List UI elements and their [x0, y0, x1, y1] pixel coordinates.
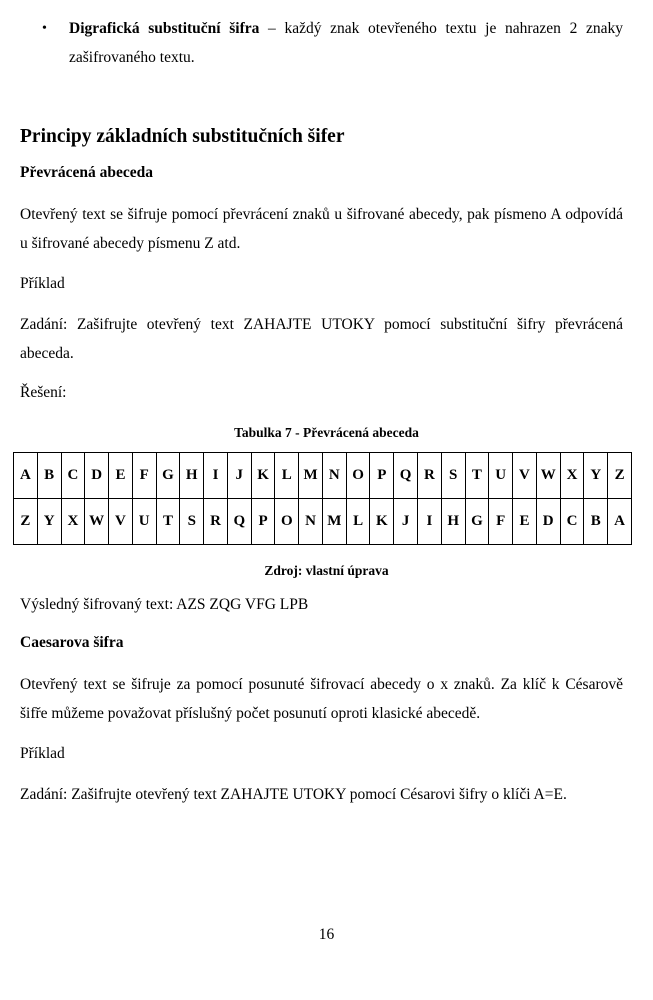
reversed-example-label: Příklad: [20, 275, 65, 292]
table-cell: V: [109, 499, 133, 545]
bullet-description: – každý znak otevřeného textu je nahrazen 2 znaky zašifrovaného textu.: [69, 20, 623, 66]
caesar-paragraph: Otevřený text se šifruje za pomocí posunuté šifrovací abecedy o x znaků. Za klíč k Césarově šifře můžeme považovat příslušný počet posunutí oproti klasické abecedě.: [20, 676, 623, 722]
table-cell: T: [465, 453, 489, 499]
reversed-solution-label: Řešení:: [20, 384, 67, 401]
table-cell: S: [441, 453, 465, 499]
table-cell: G: [465, 499, 489, 545]
table-cell: F: [489, 499, 513, 545]
table-cell: E: [513, 499, 537, 545]
table-cell: N: [299, 499, 323, 545]
table-cell: I: [204, 453, 228, 499]
table-cell: F: [132, 453, 156, 499]
table-cell: B: [37, 453, 61, 499]
table-cell: Z: [14, 499, 38, 545]
table-cell: C: [560, 499, 584, 545]
table-cell: T: [156, 499, 180, 545]
table-cell: I: [418, 499, 442, 545]
cipher-alphabet-row: [14, 499, 632, 545]
table-cell: A: [14, 453, 38, 499]
table-cell: Z: [608, 453, 632, 499]
reversed-alphabet-table: [13, 452, 632, 545]
table-cell: X: [61, 499, 85, 545]
section-title: Principy základních substitučních šifer: [20, 126, 345, 147]
table-cell: D: [536, 499, 560, 545]
table-cell: R: [418, 453, 442, 499]
table-cell: B: [584, 499, 608, 545]
table-cell: J: [227, 453, 251, 499]
bullet-text: [69, 14, 623, 72]
table-cell: D: [85, 453, 109, 499]
reversed-alphabet-paragraph: Otevřený text se šifruje pomocí převrácení znaků u šifrované abecedy, pak písmeno A odpovídá u šifrované abecedy písmenu Z atd.: [20, 206, 623, 252]
table-cell: W: [536, 453, 560, 499]
table-cell: N: [322, 453, 346, 499]
table-cell: W: [85, 499, 109, 545]
reversed-result-text: Výsledný šifrovaný text: AZS ZQG VFG LPB: [20, 596, 309, 613]
table-cell: P: [251, 499, 275, 545]
table-cell: O: [346, 453, 370, 499]
reversed-alphabet-heading: Převrácená abeceda: [20, 164, 153, 181]
plain-alphabet-row: [14, 453, 632, 499]
page-number: 16: [318, 926, 335, 943]
table-cell: O: [275, 499, 299, 545]
table-cell: A: [608, 499, 632, 545]
caesar-task-text: Zadání: Zašifrujte otevřený text ZAHAJTE UTOKY pomocí Césarovi šifry o klíči A=E.: [20, 786, 567, 803]
table-cell: Y: [584, 453, 608, 499]
table-cell: P: [370, 453, 394, 499]
table-source: Zdroj: vlastní úprava: [264, 563, 389, 578]
table-cell: L: [346, 499, 370, 545]
table-cell: M: [299, 453, 323, 499]
table-cell: Q: [227, 499, 251, 545]
bullet-term: Digrafická substituční šifra: [69, 20, 260, 37]
table-cell: R: [204, 499, 228, 545]
caesar-example-label: Příklad: [20, 745, 65, 762]
table-cell: L: [275, 453, 299, 499]
caesar-heading: Caesarova šifra: [20, 634, 124, 651]
table-cell: Q: [394, 453, 418, 499]
table-cell: K: [251, 453, 275, 499]
table-cell: H: [180, 453, 204, 499]
table-cell: C: [61, 453, 85, 499]
table-cell: V: [513, 453, 537, 499]
table-cell: J: [394, 499, 418, 545]
table-cell: S: [180, 499, 204, 545]
table-cell: H: [441, 499, 465, 545]
table-cell: U: [132, 499, 156, 545]
table-cell: G: [156, 453, 180, 499]
table-cell: E: [109, 453, 133, 499]
bullet-icon: •: [42, 21, 47, 36]
table-cell: Y: [37, 499, 61, 545]
table-cell: K: [370, 499, 394, 545]
table-cell: M: [322, 499, 346, 545]
table-cell: U: [489, 453, 513, 499]
table-cell: X: [560, 453, 584, 499]
reversed-task-text: Zadání: Zašifrujte otevřený text ZAHAJTE UTOKY pomocí substituční šifry převrácená abeceda.: [20, 316, 623, 362]
table-caption: Tabulka 7 - Převrácená abeceda: [234, 425, 419, 440]
